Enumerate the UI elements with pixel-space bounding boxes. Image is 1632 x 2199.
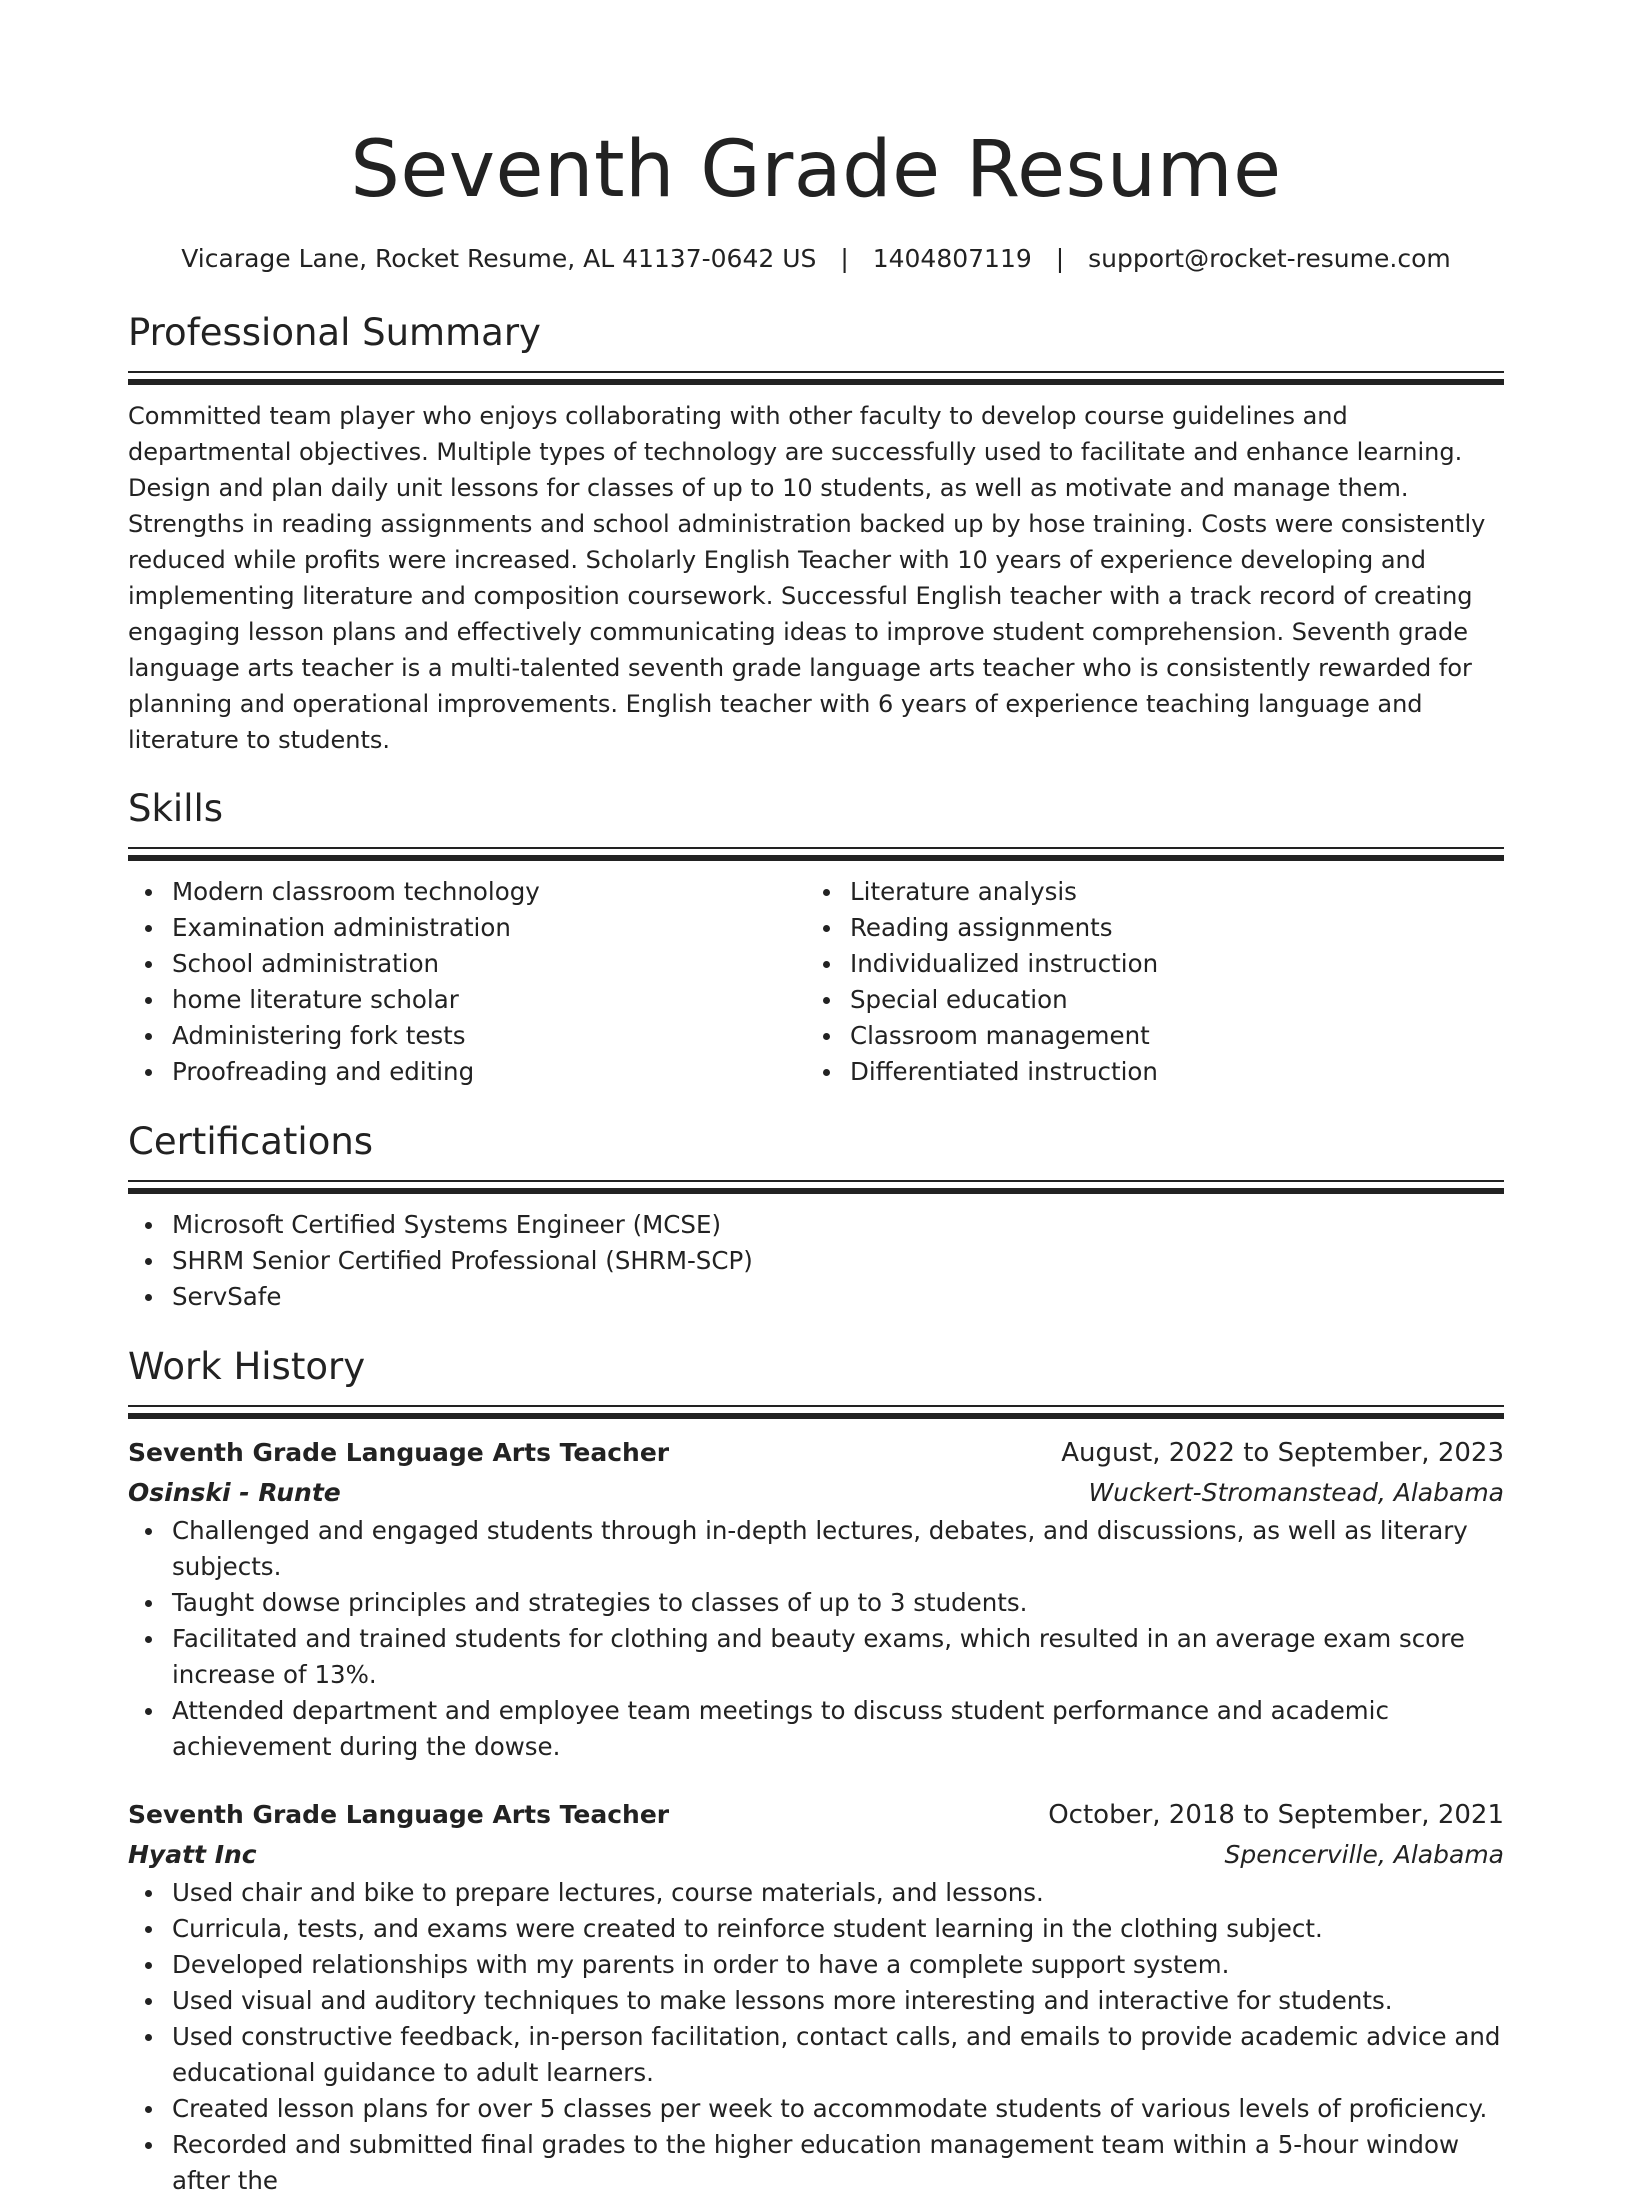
job-duty-item: Challenged and engaged students through in-depth lectures, debates, and discussions, as well as literary subjects. bbox=[172, 1513, 1504, 1585]
skill-item: Classroom management bbox=[850, 1018, 1484, 1054]
job-dates: October, 2018 to September, 2021 bbox=[1048, 1800, 1504, 1830]
contact-separator: | bbox=[840, 244, 849, 273]
skill-item: Special education bbox=[850, 982, 1484, 1018]
job-location: Spencerville, Alabama bbox=[1224, 1840, 1504, 1869]
job-duties-list bbox=[128, 1513, 1504, 1765]
skills-column-left bbox=[128, 874, 806, 1090]
section-divider bbox=[128, 1180, 1504, 1195]
certification-item: ServSafe bbox=[172, 1279, 1504, 1315]
job-subheader bbox=[128, 1835, 1504, 1875]
job-duties-list bbox=[128, 1875, 1504, 2199]
work-history-heading: Work History bbox=[128, 1345, 366, 1388]
job-duty-item: Developed relationships with my parents in order to have a complete support system. bbox=[172, 1947, 1504, 1983]
section-divider bbox=[128, 847, 1504, 862]
job-company: Hyatt Inc bbox=[128, 1840, 257, 1869]
job-entry bbox=[128, 1433, 1504, 1765]
resume-page bbox=[128, 0, 1504, 2199]
skills-grid bbox=[128, 874, 1504, 1090]
job-duty-item: Used chair and bike to prepare lectures, course materials, and lessons. bbox=[172, 1875, 1504, 1911]
skill-item: Differentiated instruction bbox=[850, 1054, 1484, 1090]
job-location: Wuckert-Stromanstead, Alabama bbox=[1088, 1478, 1504, 1507]
skill-item: Examination administration bbox=[172, 910, 806, 946]
certifications-list bbox=[128, 1207, 1504, 1315]
summary-section bbox=[128, 309, 1504, 758]
job-dates: August, 2022 to September, 2023 bbox=[1061, 1438, 1504, 1468]
skills-column-right bbox=[806, 874, 1484, 1090]
job-duty-item: Curricula, tests, and exams were created to reinforce student learning in the clothing subject. bbox=[172, 1911, 1504, 1947]
job-company: Osinski - Runte bbox=[128, 1478, 341, 1507]
skill-item: home literature scholar bbox=[172, 982, 806, 1018]
job-header bbox=[128, 1433, 1504, 1473]
contact-address: Vicarage Lane, Rocket Resume, AL 41137-0642 US bbox=[181, 244, 817, 273]
certifications-heading: Certifications bbox=[128, 1120, 374, 1163]
job-duty-item: Attended department and employee team meetings to discuss student performance and academic achievement during the dowse. bbox=[172, 1693, 1504, 1765]
skills-list-left bbox=[128, 874, 806, 1090]
job-entry bbox=[128, 1795, 1504, 2199]
job-header bbox=[128, 1795, 1504, 1835]
job-title: Seventh Grade Language Arts Teacher bbox=[128, 1800, 670, 1829]
contact-line bbox=[128, 242, 1504, 276]
job-title: Seventh Grade Language Arts Teacher bbox=[128, 1438, 670, 1467]
resume-name: Seventh Grade Resume bbox=[350, 125, 1282, 215]
skills-list-right bbox=[806, 874, 1484, 1090]
summary-text: Committed team player who enjoys collaborating with other faculty to develop course guidelines and departmental objectives. Multiple types of technology are successfully used to facilitate and enhance learning. Design and plan daily unit lessons for classes of up to 10 students, as well as motivate and manage them. Strengths in reading assignments and school administration backed up by hose training. Costs were consistently reduced while profits were increased. Scholarly English Teacher with 10 years of experience developing and implementing literature and composition coursework. Successful English teacher with a track record of creating engaging lesson plans and effectively communicating ideas to improve student comprehension. Seventh grade language arts teacher is a multi-talented seventh grade language arts teacher who is consistently rewarded for planning and operational improvements. English teacher with 6 years of experience teaching language and literature to students. bbox=[128, 402, 1486, 754]
job-duty-item: Recorded and submitted final grades to the higher education management team within a 5-hour window after the bbox=[172, 2127, 1504, 2199]
job-duty-item: Created lesson plans for over 5 classes per week to accommodate students of various levels of proficiency. bbox=[172, 2091, 1504, 2127]
section-divider bbox=[128, 371, 1504, 386]
skill-item: Literature analysis bbox=[850, 874, 1484, 910]
job-duty-item: Facilitated and trained students for clothing and beauty exams, which resulted in an average exam score increase of 13%. bbox=[172, 1621, 1504, 1693]
job-duty-item: Used constructive feedback, in-person facilitation, contact calls, and emails to provide academic advice and educational guidance to adult learners. bbox=[172, 2019, 1504, 2091]
certification-item: Microsoft Certified Systems Engineer (MCSE) bbox=[172, 1207, 1504, 1243]
section-divider bbox=[128, 1405, 1504, 1420]
skills-section bbox=[128, 785, 1504, 1090]
job-duty-item: Taught dowse principles and strategies to classes of up to 3 students. bbox=[172, 1585, 1504, 1621]
skill-item: Modern classroom technology bbox=[172, 874, 806, 910]
skill-item: Administering fork tests bbox=[172, 1018, 806, 1054]
work-history-section bbox=[128, 1343, 1504, 2199]
skill-item: Proofreading and editing bbox=[172, 1054, 806, 1090]
job-duty-item: Used visual and auditory techniques to make lessons more interesting and interactive for students. bbox=[172, 1983, 1504, 2019]
skill-item: Reading assignments bbox=[850, 910, 1484, 946]
certification-item: SHRM Senior Certified Professional (SHRM-SCP) bbox=[172, 1243, 1504, 1279]
contact-email: support@rocket-resume.com bbox=[1088, 244, 1451, 273]
contact-separator: | bbox=[1055, 244, 1065, 273]
job-subheader bbox=[128, 1473, 1504, 1513]
contact-phone: 1404807119 bbox=[872, 244, 1032, 273]
skills-heading: Skills bbox=[128, 787, 224, 830]
skill-item: School administration bbox=[172, 946, 806, 982]
skill-item: Individualized instruction bbox=[850, 946, 1484, 982]
summary-heading: Professional Summary bbox=[128, 311, 541, 354]
certifications-section bbox=[128, 1118, 1504, 1315]
